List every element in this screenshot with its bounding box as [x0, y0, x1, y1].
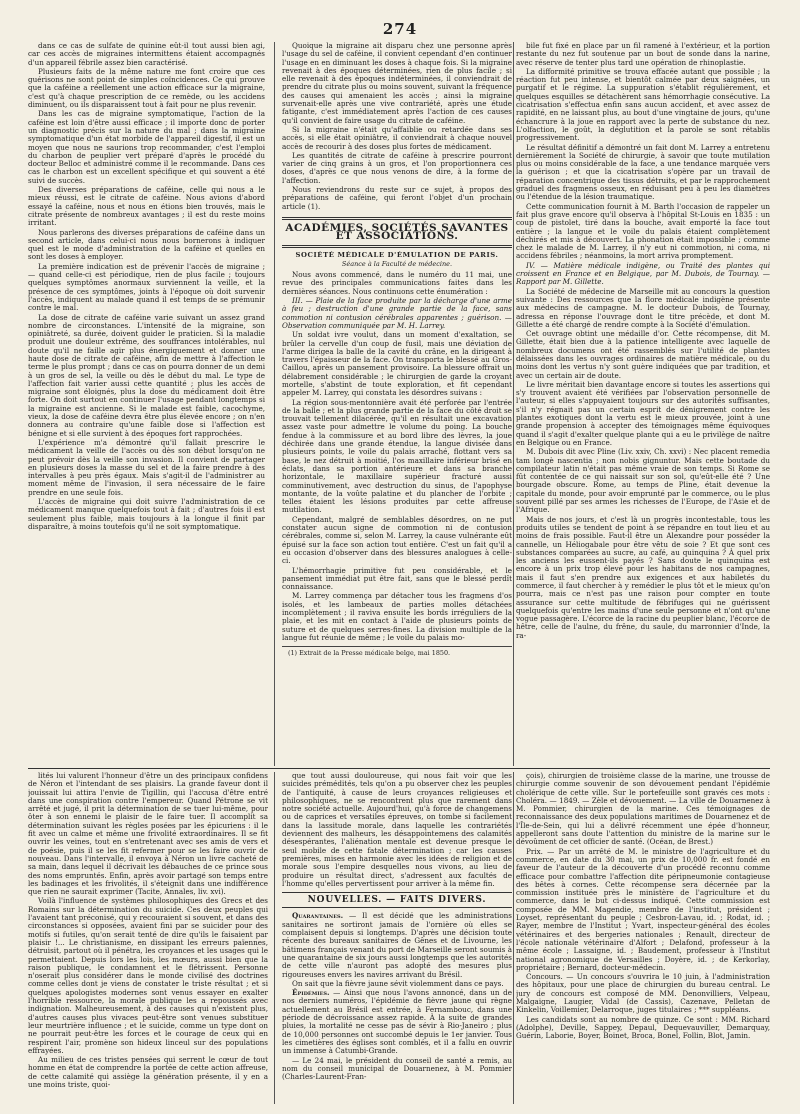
paragraph: Au milieu de ces tristes pensées qui serrent le cœur de tout homme en état de comprendre la portée de cette action affreuse, de cette calamité qui assiège la génération présente, il y en a une moins triste, quoi-	[28, 1055, 268, 1089]
paragraph: L'hémorrhagie primitive fut peu considérable, et le pansement immédiat put être fait, sans que le blessé perdît connaissance.	[282, 565, 512, 592]
column-divider	[274, 42, 275, 766]
column-divider	[274, 772, 275, 1104]
paragraph: M. Larrey commença par détacher tous les fragmens d'os isolés, et les lambeaux de parties molles détachées incomplètement ; il raviva ensuite les bords irréguliers de la plaie, et les mit en contact à l'aide de plusieurs points de suture et de quelques serres-fines. La division multiple de la langue fut réunie de même ; le voile du palais mo-	[282, 591, 512, 642]
paragraph: Si la migraine n'était qu'affaiblie ou retardée dans ses accès, si elle était opiniâtre, il conviendrait à chaque nouvel accès de recourir à des doses plus fortes de médicament.	[282, 124, 512, 151]
column-divider	[513, 42, 514, 766]
seance-subtitle: Séance à la Faculté de médecine.	[341, 259, 453, 268]
observation-title: III. — Plaie de la face produite par la décharge d'une arme à feu ; destruction d'une grande partie de la face, sans commotion ni contusion cérébrales apparentes ; guérison. — Observation communiquée par M. H. Larrey.	[282, 296, 512, 330]
news-item	[282, 912, 512, 978]
paragraph: Un soldat ivre voulut, dans un moment d'exaltation, se brûler la cervelle d'un coup de fusil, mais une déviation de l'arme dirigea la balle de la cavité du crâne, en la dirigeant à travers l'épaisseur de la face. On transporta le blessé au Gros-Caillou, après un pansement provisoire. La blessure offrait un délabrement considérable ; le chirurgien de garde la croyant mortelle, s'abstint de toute exploration, et fit cependant appeler M. Larrey, qui constata les désordres suivans :	[282, 330, 512, 398]
column-e	[282, 772, 512, 1104]
paragraph: Dans les cas de migraine symptomatique, l'action de la caféine est loin d'être aussi efficace ; il importe donc de porter un diagnostic précis sur la nature du mal ; dans la migraine symptomatique d'un état morbide de l'appareil digestif, il est un moyen que nous ne saurions trop recommander, c'est l'emploi du charbon de peuplier vert préparé d'après le procédé du docteur Belloc et administré comme il le recommande. Dans ces cas le charbon est un excellent spécifique et qui souvent a été suivi de succès.	[28, 109, 265, 185]
paragraph: Mais de nos jours, et c'est là un progrès incontestable, tous les produits utiles se tendent de point à se répandre en tout lieu et au moins de frais possible. Faut-il être un Alexandre pour posséder la cannelle, un Héliogabale pour être vêtu de soie ? Et que sont ces substances comparées au sucre, au café, au quinquina ? À quel prix les anciens les eussent-ils payés ? Sans doute le quinquina est encore à un prix trop élevé pour les habitans de nos campagnes, mais il faut s'en prendre aux exigences et aux habiletés du commerce, il faut chercher à y remédier le plus tôt et le mieux qu'on pourra, mais ce n'est pas une raison pour compter en toute assurance sur cette multitude de fébrifuges qui ne guérissent quelquefois qu'entre les mains d'une seule personne et n'ont qu'une vogue passagère. L'écorce de la racine du peuplier blanc, l'écorce de hêtre, celle de l'aulne, du frêne, du saule, du marronnier d'Inde, la ra-	[516, 514, 770, 640]
news-text: On sait que la fièvre jaune sévit violemment dans ce pays.	[292, 978, 504, 988]
paragraph: lités lui valurent l'honneur d'être un des principaux confidens de Néron et l'intendant de ses plaisirs. La grande faveur dont il jouissait lui attira l'envie de Tigillin, qui l'accusa d'être entré dans une conspiration contre l'empereur. Quand Pétrone se vit arrêté et jugé, il prit la détermination de se tuer lui-même, pour ôter à son ennemi le plaisir de le faire tuer. Il accomplit sa détermination suivant les règles posées par les épicuriens : il le fit avec un calme et même une frivolité extraordinaires. Il se fit ouvrir les veines, tout en s'entretenant avec ses amis de vers et de poésie, puis il se les fit refermer pour se les faire ouvrir de nouveau. Dans l'intervalle, il envoya à Néron un livre cacheté de sa main, dans lequel il décrivait les débauches de ce prince sous des noms empruntés. Enfin, après avoir partagé son temps entre les badinages et les frivolités, il s'éteignit dans une indifférence que rien ne saurait exprimer (Tacite, Annales, liv. xvi).	[28, 772, 268, 897]
news-lead: Quarantaines.	[292, 911, 344, 921]
news-item	[282, 1057, 512, 1082]
paragraph: Cependant, malgré de semblables désordres, on ne put constater aucun signe de commotion ni de contusion cérébrales, comme si, selon M. Larrey, la cause vulnérante eût épuisé sur la face son action tout entière. C'est un fait qu'il a eu occasion d'observer dans des blessures analogues à celle-ci.	[282, 514, 512, 566]
paragraph: Prix. — Par un arrêté de M. le ministre de l'agriculture et du commerce, en date du 30 mai, un prix de 10,000 fr. est fondé en faveur de l'auteur de la découverte d'un procédé reconnu comme efficace pour combattre l'affection dite péripneumonie contagieuse des bêtes à cornes. Cette récompense sera décernée par la commission instituée près le ministère de l'agriculture et du commerce, dans le but ci-dessus indiqué. Cette commission est composée de MM. Magendie, membre de l'institut, président ; Loyset, représentant du peuple ; Cesbron-Lavau, id. ; Rodat, id. ; Rayer, membre de l'Institut ; Yvart, inspecteur-général des écoles vétérinaires et des bergeries nationales ; Renault, directeur de l'école nationale vétérinaire d'Alfort ; Delafond, professeur à la même école ; Lassaigne, id. ; Baudement, professeur à l'Institut national agronomique de Versailles ; Doyère, id. ; de Kerkorlay, propriétaire ; Bernard, docteur-médecin.	[516, 846, 770, 972]
paragraph: çois), chirurgien de troisième classe de la marine, une trousse de chirurgie comme souvenir de son dévouement pendant l'épidémie cholérique de cette ville. Sur le portefeuille sont gravés ces mots : Choléra. — 1849. — Zèle et dévouement. — La ville de Douarnenez à M. Pommier, chirurgien de la marine. Ces témoignages de reconnaissance des deux populations maritimes de Douarnenez et de l'Île-de-Sein, qui lui a délivré récemment une épée d'honneur, appelleront sans doute l'attention du ministre de la marine sur le dévoûment de cet officier de santé. (Océan, de Brest.)	[516, 772, 770, 847]
paragraph: que tout aussi douloureuse, qui nous fait voir que les suicides prémédités, tels qu'on a pu observer chez les peuples de l'antiquité, à cause de leurs croyances religieuses et philosophiques, ne se rencontrent plus que rarement dans notre société actuelle. Aujourd'hui, qu'à force de changemens ou de caprices et versatiles épreuves, on tombe si facilement dans la lassitude morale, dans laquelle les contrariétés deviennent des malheurs, les désappointemens des calamités désespérantes, l'aliénation mentale est devenue presque le seul mobile de cette fatale détermination ; car les causes premières, mises en harmonie avec les idées de religion et de morale sous l'empire desquelles nous vivons, au lieu de produire un résultat direct, s'adressent aux facultés de l'homme qu'elles pervertissent pour arriver à la même fin.	[282, 772, 512, 888]
news-lead: Épidémies.	[292, 988, 330, 998]
paragraph: Nous reviendrons du reste sur ce sujet, à propos des préparations de caféine, qui feront l'objet d'un prochain article (1).	[282, 185, 512, 211]
paragraph: La Société de médecine de Marseille mit au concours la question suivante : Des ressources que la flore médicale indigène présente aux médecins de campagne. M. le docteur Dubois, de Tournay, adressa en réponse l'ouvrage dont le titre précède, et dont M. Gillette a été chargé de rendre compte à la Société d'émulation.	[516, 286, 770, 329]
section-heading-faits-divers: NOUVELLES. — FAITS DIVERS.	[282, 892, 512, 908]
paragraph: L'expérience m'a démontré qu'il fallait prescrire le médicament la veille de l'accès ou dès son début lorsqu'on ne peut prévoir dès la veille son invasion. Il convient de partager en plusieurs doses la masse du sel et de la faire prendre à des intervalles à peu près égaux. Mais s'agit-il de l'administrer au moment même de l'invasion, il sera nécessaire de le faire prendre en une seule fois.	[28, 437, 265, 497]
paragraph: Nous parlerons des diverses préparations de caféine dans un second article, dans celui-ci nous nous bornerons à indiquer quel est le mode d'administration de la caféine et quelles en sont les doses à employer.	[28, 227, 265, 262]
paragraph: Le résultat définitif a démontré un fait dont M. Larrey a entretenu dernièrement la Société de chirurgie, à savoir que toute mutilation plus ou moins considérable de la face, a une tendance marquée vers la guérison ; et que la cicatrisation s'opère par un travail de réparation concentrique des tissus détruits, et par le rapprochement graduel des fragmens osseux, en réduisant peu à peu les diamètres ou l'étendue de la lésion traumatique.	[516, 142, 770, 202]
paragraph: Plusieurs faits de la même nature me font croire que ces guérisons ne sont point de simples coïncidences. Ce qui prouve que la caféine a réellement une action efficace sur la migraine, c'est qu'à chaque prescription de ce remède, ou les accidens diminuent, ou ils disparaissent tout à fait pour ne plus revenir.	[28, 66, 265, 110]
paragraph: Concours. — Un concours s'ouvrira le 10 juin, à l'administration des hôpitaux, pour une place de chirurgien du bureau central. Le jury de concours est composé de MM. Denonvilliers, Velpeau, Malgaigne, Laugier, Vidal (de Cassis), Cazenave, Pelletan de Kinkelin, Voillemier, Delarroque, juges titulaires ; *** suppléans.	[516, 972, 770, 1015]
page-number: 274	[382, 20, 418, 38]
news-item	[282, 980, 512, 988]
paragraph: Quoique la migraine ait disparu chez une personne après l'usage du sel de caféine, il convient cependant d'en continuer l'usage en en diminuant les doses à chaque fois. Si la migraine revenait à des époques déterminées, rien de plus facile ; si elle revenait à des époques indéterminées, il conviendrait de prendre du citrate plus ou moins souvent, suivant la fréquence des causes qui amenaient les accès ; ainsi la migraine survenait-elle après une vive contrariété, après une étude fatigante, c'est immédiatement après l'action de ces causes qu'il convient de faire usage du citrate de caféine.	[282, 42, 512, 125]
column-f	[516, 772, 770, 1104]
column-a	[28, 42, 265, 766]
observation-title: IV. — Matière médicale indigène, ou Traité des plantes qui croissent en France et en Belgique, par M. Dubois, de Tournay. — Rapport par M. Gillette.	[516, 260, 770, 287]
paragraph: Des diverses préparations de caféine, celle qui nous a le mieux réussi, est le citrate de caféine. Nous avions d'abord essayé la caféine, nous et nous en étions bien trouvés, mais le citrate présente de nombreux avantages ; il est du reste moins irritant.	[28, 185, 265, 228]
paragraph: Nous avons commencé, dans le numéro du 11 mai, une revue des principales communications faites dans les dernières séances. Nous continuons cette énumération :	[282, 270, 512, 296]
paragraph: M. Dubois dit avec Pline (Liv. xxiv, Ch. xxvi) : Nec placent remedia tam longè nascentia ; non nobis gignuntur. Mais cette boutade du compilateur latin n'était pas même vraie de son temps. Si Rome se fût contentée de ce qui naissait sur son sol, qu'eût-elle été ? Une bourgade obscure. Rome, au temps de Pline, était devenue la capitale du monde, pour avoir emprunté par le commerce, ou le plus souvent pillé par ses armes les richesses de l'Europe, de l'Asie et de l'Afrique.	[516, 447, 770, 515]
paragraph: Les candidats sont au nombre de quinze. Ce sont : MM. Richard (Adolphe), Deville, Sappey, Depaul, Dequevauviller, Demarquay, Guérin, Laborie, Boyer, Boinet, Broca, Bonel, Follin, Blot, Jamin.	[516, 1014, 770, 1041]
news-text: — Il est décidé que les administrations sanitaires ne sortiront jamais de l'ornière où elles se complaisent depuis si longtemps. D'après une décision toute récente des bureaux sanitaires de Gênes et de Livourne, les bâtimens français venant du port de Marseille seront soumis à une quarantaine de six jours aussi longtemps que les autorités de cette ville n'auront pas adopté des mesures plus rigoureuses envers les navires arrivant du Brésil.	[282, 911, 512, 979]
column-b	[282, 42, 512, 766]
paragraph: La difformité primitive se trouva effacée autant que possible ; la réaction fut peu intense, et bientôt calmée par deux saignées, un purgatif et le régime. La suppuration s'établit régulièrement, et quelques esquilles se détachèrent sans hémorrhagie consécutive. La cicatrisation s'effectua enfin sans aucun accident, et avec assez de rapidité, en ne laissant plus, au bout d'une vingtaine de jours, qu'une échancrure à la joue en rapport avec la perte de substance du nez. L'olfaction, le goût, la déglutition et la parole se sont rétablis progressivement.	[516, 66, 770, 143]
paragraph: Cet ouvrage obtint une médaille d'or. Cette récompense, dit M. Gillette, était bien due à la patience intelligente avec laquelle de nombreux documens ont été rassemblés sur l'utilité de plantes délaissées dans les ouvrages ordinaires de matière médicale, ou du moins dont les vertus n'y sont guère indiquées que par tradition, et avec un certain air de doute.	[516, 329, 770, 380]
feuilleton-divider	[28, 768, 770, 769]
paragraph: La première indication est de prévenir l'accès de migraine ; — quand celle-ci est périodique, rien de plus facile ; toujours quelques symptômes anormaux surviennent la veille, et la présence de ces symptômes, joints à l'époque où doit survenir l'accès, indiquent au malade quand il est temps de se prémunir contre le mal.	[28, 261, 265, 313]
paragraph: Cette communication fournit à M. Barth l'occasion de rappeler un fait plus grave encore qu'il observa à l'hôpital St-Louis en 1835 : un coup de pistolet, tiré dans la bouche, avait emporté la face tout entière ; la langue et le voile du palais étaient complètement déchirés et mis à découvert. La phonation était impossible ; comme chez le malade de M. Larrey, il n'y eut ni commotion, ni coma, ni accidens fébriles ; néanmoins, la mort arriva promptement.	[516, 201, 770, 261]
footnote: (1) Extrait de la Presse médicale belge, mai 1850.	[282, 646, 512, 657]
society-title: SOCIÉTÉ MÉDICALE D'ÉMULATION DE PARIS.	[295, 250, 499, 259]
column-d	[28, 772, 268, 1104]
news-text: — Le 24 mai, le président du conseil de santé a remis, au nom du conseil municipal de Douarnenez, à M. Pommier (Charles-Laurent-Fran-	[282, 1055, 512, 1082]
paragraph: bile fut fixé en place par un fil ramené à l'extérieur, et la portion restante du nez fut soutenue par un bout de sonde dans la narine, avec réserve de tenter plus tard une opération de rhinoplastie.	[516, 42, 770, 67]
paragraph: Le livre méritait bien davantage encore si toutes les assertions qui s'y trouvent avaient été vérifiées par l'observation personnelle de l'auteur, si elles s'appuyaient toujours sur des autorités suffisantes, s'il n'y régnait pas un certain esprit de dénigrement contre les plantes exotiques dont la vertu est le mieux prouvée, joint à une grande propension à accepter des témoignages même équivoques quand il s'agit d'exalter quelque plante qui a eu le privilège de naître en Belgique ou en France.	[516, 379, 770, 447]
paragraph: dans ce cas de sulfate de quinine eût-il tout aussi bien agi, car ces accès de migraines intermittens étaient accompagnés d'un appareil fébrile assez bien caractérisé.	[28, 42, 265, 67]
paragraph: Les quantités de citrate de caféine à prescrire pourront varier de cinq grains à un gros, et l'on proportionnera ces doses, d'après ce que nous venons de dire, à la forme de l'affection.	[282, 150, 512, 185]
paragraph: La dose de citrate de caféine varie suivant un assez grand nombre de circonstances. L'intensité de la migraine, son opiniâtreté, sa durée, doivent guider le praticien. Si la maladie produit une douleur extrême, des souffrances intolérables, nul doute qu'il ne faille agir plus énergiquement et donner une haute dose de citrate de caféine, afin de mettre à l'affection le terme le plus prompt ; dans ce cas on pourra donner de un demi à un gros de sel, la veille ou dès le début du mal. Le type de l'affection fait varier aussi cette quantité ; plus les accès de migraine sont éloignés, plus la dose du médicament doit être forte. On doit surtout en continuer l'usage pendant longtemps si la migraine est ancienne. Si le malade est faible, cacochyme, vieux, la dose de caféine devra être plus élevée encore ; on n'en donnera au contraire qu'une faible dose si l'affection est bénigne et si elle survient à des époques fort rapprochées.	[28, 312, 265, 438]
section-heading-academies: ACADÉMIES, SOCIÉTÉS SAVANTES ET ASSOCIATIONS.	[282, 217, 512, 248]
column-divider	[513, 772, 514, 1104]
paragraph: La région sous-mentonnière avait été perforée par l'entrée de la balle ; et la plus grande partie de la face du côté droit se trouvait tellement dilacérée, qu'il en résultait une excavation assez vaste pour admettre le volume du poing. La bouche fendue à la commissure et au bord libre des lèvres, la joue déchirée dans une grande étendue, la langue divisée dans plusieurs points, le voile du palais arraché, flottant vers sa base, le nez détruit à moitié, l'os maxillaire inférieur brisé en éclats, dans sa portion antérieure et dans sa branche horizontale, le maxillaire supérieur fracturé aussi comminutivement, avec destruction du sinus, de l'apophyse montante, de la voûte palatine et du plancher de l'orbite ; telles étaient les lésions produites par cette affreuse mutilation.	[282, 397, 512, 515]
news-item	[282, 989, 512, 1055]
paragraph: L'accès de migraine qui doit suivre l'administration de ce médicament manque quelquefois tout à fait ; d'autres fois il est seulement plus faible, mais toujours à la longue il finit par disparaître, à moins toutefois qu'il ne soit symptomatique.	[28, 497, 265, 531]
paragraph: Voilà l'influence de systèmes philosophiques des Grecs et des Romains sur la détermination du suicide. Ces deux peuples qui l'avaient tant préconisé, qui y recouraient si souvent, et dans des circonstances si opposées, avaient fini par se suicider pour des motifs si futiles, qu'on serait tenté de dire qu'ils le faisaient par plaisir !... Le christianisme, en dissipant les erreurs païennes, détruisit, partout où il pénétra, les croyances et les usages qui le permettaient. Depuis lors les lois, les mœurs, aussi bien que la raison publique, le condamnent et le flétrissent. Personne n'oserait plus considérer dans le monde civilisé des doctrines comme celles dont je viens de constater le triste résultat ; et si quelques apologistes modernes sont venus essayer en exalter l'horrible ressource, la morale publique les a repoussés avec indignation. Malheureusement, à des causes qui n'existent plus, d'autres causes plus vivaces peut-être sont venues substituer leur meurtrière influence ; et le suicide, comme un type dont on ne pourrait peut-être les forces et le courage de ceux qui en respirent l'air, promène son hideux linceul sur des populations effrayées.	[28, 896, 268, 1055]
column-c	[516, 42, 770, 766]
news-text: — Ainsi que nous l'avons annoncé, dans un de nos derniers numéros, l'épidémie de fièvre jaune qui règne actuellement au Brésil est entrée, à Fernambouc, dans une période de décroissance assez rapide. À la suite de grandes pluies, la mortalité ne cesse pas de sévir à Rio-Janeiro ; plus de 10,000 personnes ont succombé depuis le 1er janvier. Tous les cimetières des églises sont comblés, et il a fallu en ouvrir un immense à Catumbi-Grande.	[282, 988, 512, 1056]
